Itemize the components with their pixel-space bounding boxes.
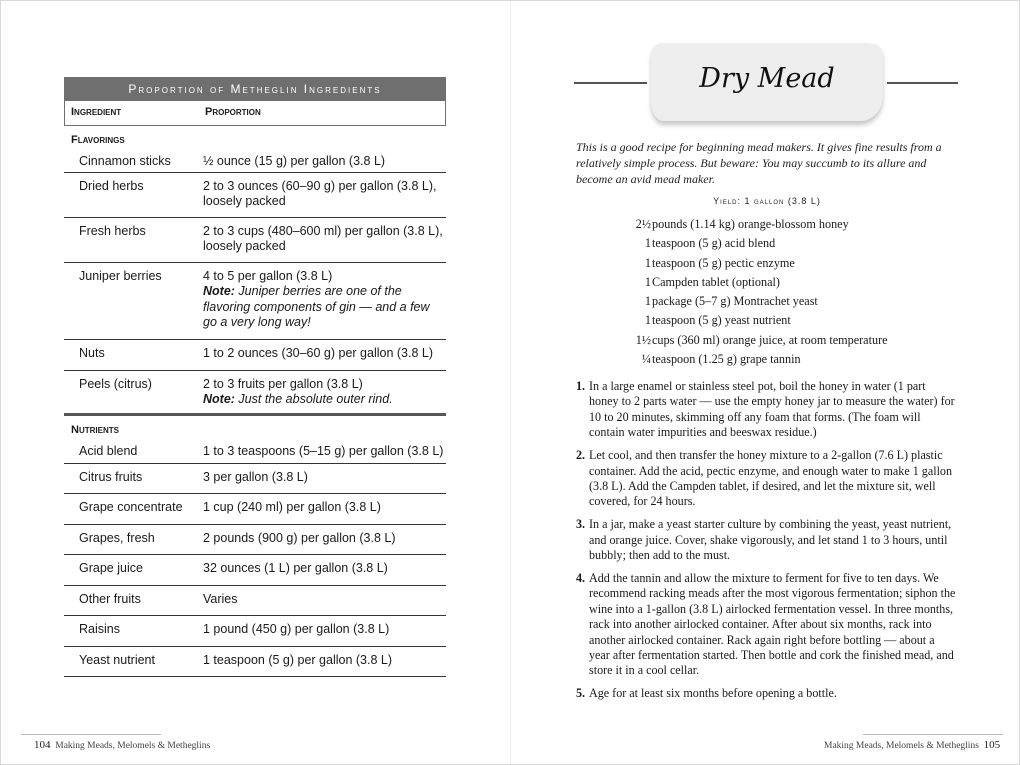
running-title-right: Making Meads, Melomels & Metheglins bbox=[824, 741, 979, 751]
note-text bbox=[203, 284, 446, 330]
footer-left bbox=[34, 739, 210, 751]
ingredient-cell: Citrus fruits bbox=[79, 470, 143, 484]
list-item bbox=[611, 313, 951, 332]
table-row bbox=[64, 340, 446, 371]
ingredient-text: teaspoon (5 g) acid blend bbox=[652, 236, 776, 251]
table-row bbox=[64, 148, 446, 173]
ingredient-cell: Grape concentrate bbox=[79, 500, 183, 514]
proportion-cell: 1 cup (240 ml) per gallon (3.8 L) bbox=[203, 500, 381, 514]
recipe-step bbox=[576, 448, 958, 510]
table-row bbox=[64, 647, 446, 677]
recipe-steps bbox=[576, 379, 958, 709]
proportion-cell: 1 pound (450 g) per gallon (3.8 L) bbox=[203, 622, 390, 636]
ingredient-cell: Cinnamon sticks bbox=[79, 154, 171, 168]
ingredient-qty: 1 bbox=[644, 255, 651, 270]
ingredient-qty: 1 bbox=[644, 274, 651, 289]
table-row bbox=[64, 464, 446, 494]
table-title: Proportion of Metheglin Ingredients bbox=[64, 77, 446, 101]
column-proportion: Proportion bbox=[205, 106, 261, 118]
step-number: 1. bbox=[576, 379, 586, 393]
note-text bbox=[203, 392, 446, 407]
note-body: Juniper berries are one of the flavoring components of gin — and a few go a very long way! bbox=[203, 284, 430, 330]
ingredient-qty: 1 bbox=[644, 236, 651, 251]
list-item bbox=[611, 236, 951, 255]
proportion-cell: 32 ounces (1 L) per gallon (3.8 L) bbox=[203, 561, 388, 575]
recipe-yield: Yield: 1 gallon (3.8 L) bbox=[713, 196, 821, 206]
table-row bbox=[64, 555, 446, 586]
list-item bbox=[611, 217, 951, 236]
step-number: 3. bbox=[576, 517, 586, 532]
ingredient-qty: 1 bbox=[644, 313, 651, 328]
ingredient-cell: Fresh herbs bbox=[79, 224, 146, 238]
ingredient-cell: Raisins bbox=[79, 622, 120, 636]
ingredient-text: package (5–7 g) Montrachet yeast bbox=[652, 294, 818, 309]
ingredient-qty: ¼ bbox=[641, 352, 651, 367]
proportion-cell: 2 to 3 ounces (60–90 g) per gallon (3.8 L), loosely packed bbox=[203, 179, 437, 209]
table-row bbox=[64, 494, 446, 525]
proportion-cell: 3 per gallon (3.8 L) bbox=[203, 470, 308, 484]
proportion-cell: 2 pounds (900 g) per gallon (3.8 L) bbox=[203, 531, 396, 545]
step-number: 2. bbox=[576, 448, 586, 463]
list-item bbox=[611, 333, 951, 352]
proportion-text: 4 to 5 per gallon (3.8 L) bbox=[203, 269, 333, 283]
page-number-right: 105 bbox=[983, 739, 1001, 751]
ingredient-cell: Peels (citrus) bbox=[79, 377, 152, 391]
proportion-cell: Varies bbox=[203, 592, 238, 606]
page-number-left: 104 bbox=[34, 739, 51, 751]
proportion-cell: 1 to 2 ounces (30–60 g) per gallon (3.8 L) bbox=[203, 346, 434, 360]
footer-rule-right bbox=[863, 734, 1003, 735]
ingredient-text: teaspoon (5 g) yeast nutrient bbox=[652, 313, 791, 328]
column-ingredient: Ingredient bbox=[71, 106, 122, 118]
ingredient-cell: Nuts bbox=[79, 346, 105, 360]
recipe-step bbox=[576, 379, 958, 441]
recipe-step bbox=[576, 571, 958, 679]
ingredient-text: pounds (1.14 kg) orange-blossom honey bbox=[652, 217, 849, 231]
table-column-header bbox=[64, 101, 446, 126]
proportion-cell bbox=[203, 269, 446, 331]
metheglin-ingredients-table bbox=[64, 77, 446, 677]
note-label: Note: bbox=[203, 392, 235, 407]
recipe-step bbox=[576, 517, 958, 563]
ingredient-cell: Dried herbs bbox=[79, 179, 144, 193]
list-item bbox=[611, 294, 951, 313]
proportion-cell: 1 to 3 teaspoons (5–15 g) per gallon (3.8 L) bbox=[203, 444, 444, 458]
note-label: Note: bbox=[203, 284, 235, 299]
ingredient-cell: Other fruits bbox=[79, 592, 141, 606]
list-item bbox=[611, 275, 951, 294]
section-nutrients: Nutrients bbox=[71, 424, 119, 436]
ingredient-text: Campden tablet (optional) bbox=[652, 274, 780, 289]
step-text: Age for at least six months before opening a bottle. bbox=[589, 686, 837, 701]
proportion-cell: 2 to 3 cups (480–600 ml) per gallon (3.8 L), loosely packed bbox=[203, 224, 443, 254]
running-title-left: Making Meads, Melomels & Metheglins bbox=[55, 741, 211, 751]
table-row bbox=[64, 616, 446, 647]
proportion-cell bbox=[203, 377, 446, 408]
ingredient-qty: 1½ bbox=[635, 332, 651, 347]
proportion-text: 2 to 3 fruits per gallon (3.8 L) bbox=[203, 377, 363, 391]
footer-rule-left bbox=[21, 734, 161, 735]
ingredient-qty: 1 bbox=[644, 294, 651, 309]
list-item bbox=[611, 352, 951, 371]
table-row bbox=[64, 263, 446, 340]
step-number: 5. bbox=[576, 686, 586, 701]
note-body: Just the absolute outer rind. bbox=[234, 392, 393, 407]
ingredient-text: teaspoon (5 g) pectic enzyme bbox=[652, 255, 795, 270]
step-text: Let cool, and then transfer the honey mixture to a 2-gallon (7.6 L) plastic container. Add the acid, pectic enzyme, and enough water to make 1 gallon (3.8 L). Add the Campden tablet, if desired, and let the mixture sit, well covered, for 24 hours. bbox=[589, 448, 953, 509]
step-text: In a large enamel or stainless steel pot, boil the honey in water (1 part honey to 2 parts water — use the empty honey jar to measure the water) for 10 to 20 minutes, skimming off any foam that forms. (The foam will contain water impurities and beeswax residue.) bbox=[589, 379, 955, 440]
ingredient-text: teaspoon (1.25 g) grape tannin bbox=[652, 352, 801, 367]
step-text: In a jar, make a yeast starter culture by combining the yeast, yeast nutrient, and orange juice. Cover, shake vigorously, and let stand 1 to 3 hours, until bubbly; then add to the must. bbox=[589, 517, 952, 563]
section-flavorings: Flavorings bbox=[71, 134, 125, 146]
title-rule-left bbox=[574, 82, 647, 84]
recipe-intro: This is a good recipe for beginning mead makers. It gives fine results from a relatively simple process. But beware: You may succumb to its allure and become an avid mead maker. bbox=[576, 140, 942, 186]
table-row bbox=[64, 586, 446, 616]
book-spread bbox=[1, 1, 1019, 764]
proportion-cell: 1 teaspoon (5 g) per gallon (3.8 L) bbox=[203, 653, 393, 667]
recipe-step bbox=[576, 686, 958, 701]
table-row bbox=[64, 525, 446, 555]
ingredient-cell: Yeast nutrient bbox=[79, 653, 155, 667]
ingredient-qty: 2½ bbox=[635, 217, 651, 231]
recipe-ingredient-list bbox=[611, 217, 951, 371]
footer-right bbox=[824, 739, 1000, 751]
ingredient-cell: Juniper berries bbox=[79, 269, 162, 283]
list-item bbox=[611, 256, 951, 275]
ingredient-cell: Grape juice bbox=[79, 561, 143, 575]
table-row bbox=[64, 371, 446, 416]
table-row bbox=[64, 438, 446, 464]
ingredient-cell: Acid blend bbox=[79, 444, 138, 458]
table-row bbox=[64, 173, 446, 218]
table-row bbox=[64, 218, 446, 263]
step-number: 4. bbox=[576, 570, 586, 585]
proportion-cell: ½ ounce (15 g) per gallon (3.8 L) bbox=[203, 154, 386, 168]
step-text: Add the tannin and allow the mixture to ferment for five to ten days. We recommend racking meads after the most vigorous fermentation; siphon the wine into a 1-gallon (3.8 L) airlocked fermentation vessel. In three months, rack into another airlocked container. After about six months, rack into another airlocked container. Rack again right before bottling — about a year after fermentation started. Then bottle and cork the finished mead, and store it in a cool cellar. bbox=[589, 570, 956, 678]
ingredient-cell: Grapes, fresh bbox=[79, 531, 155, 545]
page-gutter bbox=[510, 1, 511, 764]
recipe-title: Dry Mead bbox=[699, 63, 835, 94]
title-rule-right bbox=[887, 82, 958, 84]
ingredient-text: cups (360 ml) orange juice, at room temperature bbox=[652, 332, 888, 347]
